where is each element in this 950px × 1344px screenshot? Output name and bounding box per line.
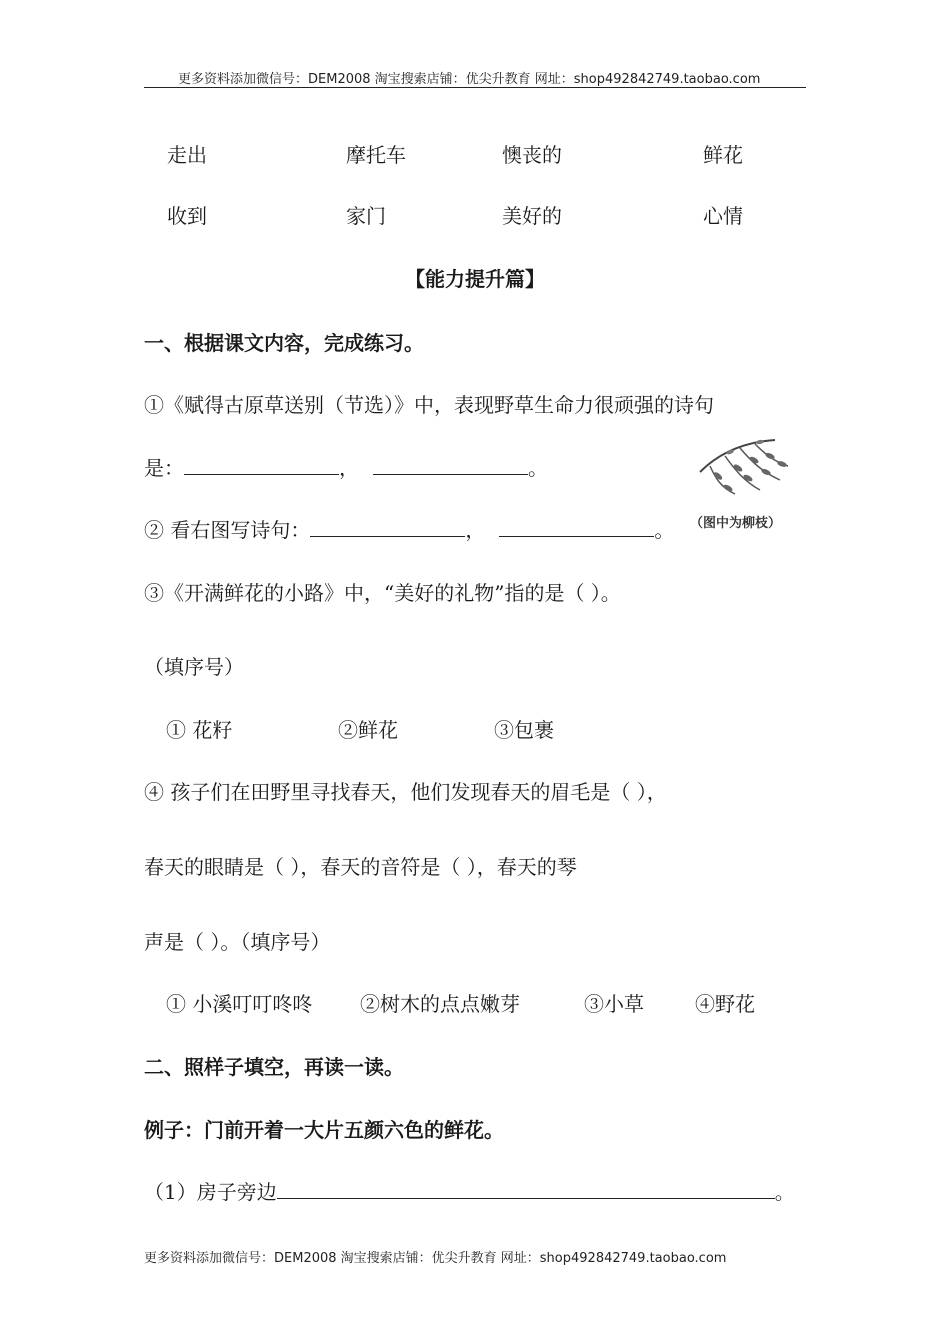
q3-line1: ③《开满鲜花的小路》中，“美好的礼物”指的是（ ）。: [144, 581, 621, 605]
q2-sep: ，: [465, 518, 486, 542]
section-title: 【能力提升篇】: [405, 267, 545, 291]
q2-prefix: ② 看右图写诗句：: [144, 518, 311, 542]
match-word: 鲜花: [703, 143, 743, 167]
q1-line2: [144, 452, 548, 481]
match-word: 家门: [346, 204, 386, 228]
match-word: 心情: [703, 204, 743, 228]
q2-answer-blank-1[interactable]: [310, 518, 465, 537]
q4-option: ②树木的点点嫩芽: [360, 992, 520, 1016]
q4-line2: 春天的眼睛是（ ），春天的音符是（ ），春天的琴: [144, 855, 577, 879]
image-caption: （图中为柳枝）: [690, 516, 782, 531]
header-text: 更多资料添加微信号：DEM2008 淘宝搜索店铺：优尖升教育 网址：shop492842749.taobao.com: [178, 72, 761, 87]
q2-answer-blank-2[interactable]: [499, 518, 654, 537]
q1-end: 。: [528, 456, 548, 480]
match-word: 美好的: [502, 204, 562, 228]
item1-prefix: （1）房子旁边: [144, 1180, 277, 1204]
q1-line1: ①《赋得古原草送别（节选）》中，表现野草生命力很顽强的诗句: [144, 393, 714, 417]
willow-image: [690, 432, 800, 532]
part2-heading: 二、照样子填空，再读一读。: [144, 1055, 404, 1079]
willow-branch-icon: [690, 432, 800, 512]
q2-end: 。: [654, 518, 675, 542]
q1-answer-blank-2[interactable]: [373, 456, 528, 475]
q3-option: ③包裹: [494, 718, 554, 742]
q4-line3: 声是（ ）。（填序号）: [144, 930, 331, 954]
match-word: 摩托车: [346, 143, 406, 167]
header-divider: [144, 87, 806, 88]
part2-item1: [144, 1176, 795, 1205]
q4-option: ① 小溪叮叮咚咚: [166, 992, 313, 1016]
q1-prefix: 是：: [144, 456, 184, 480]
match-word: 懊丧的: [502, 143, 562, 167]
q3-option: ②鲜花: [338, 718, 398, 742]
item1-answer-blank[interactable]: [277, 1180, 775, 1199]
q4-line1: ④ 孩子们在田野里寻找春天，他们发现春天的眉毛是（ ），: [144, 780, 667, 804]
q2-line: [144, 514, 674, 543]
footer-text: 更多资料添加微信号：DEM2008 淘宝搜索店铺：优尖升教育 网址：shop492842749.taobao.com: [144, 1251, 727, 1266]
q1-sep: ，: [339, 456, 359, 480]
part1-heading: 一、根据课文内容，完成练习。: [144, 331, 424, 355]
part2-example: 例子：门前开着一大片五颜六色的鲜花。: [144, 1118, 504, 1142]
match-word: 收到: [167, 204, 207, 228]
q3-option: ① 花籽: [166, 718, 233, 742]
item1-end: 。: [774, 1180, 795, 1204]
q4-option: ④野花: [695, 992, 755, 1016]
q4-option: ③小草: [584, 992, 644, 1016]
q1-answer-blank-1[interactable]: [184, 456, 339, 475]
q3-line2: （填序号）: [144, 655, 244, 679]
match-word: 走出: [167, 143, 207, 167]
